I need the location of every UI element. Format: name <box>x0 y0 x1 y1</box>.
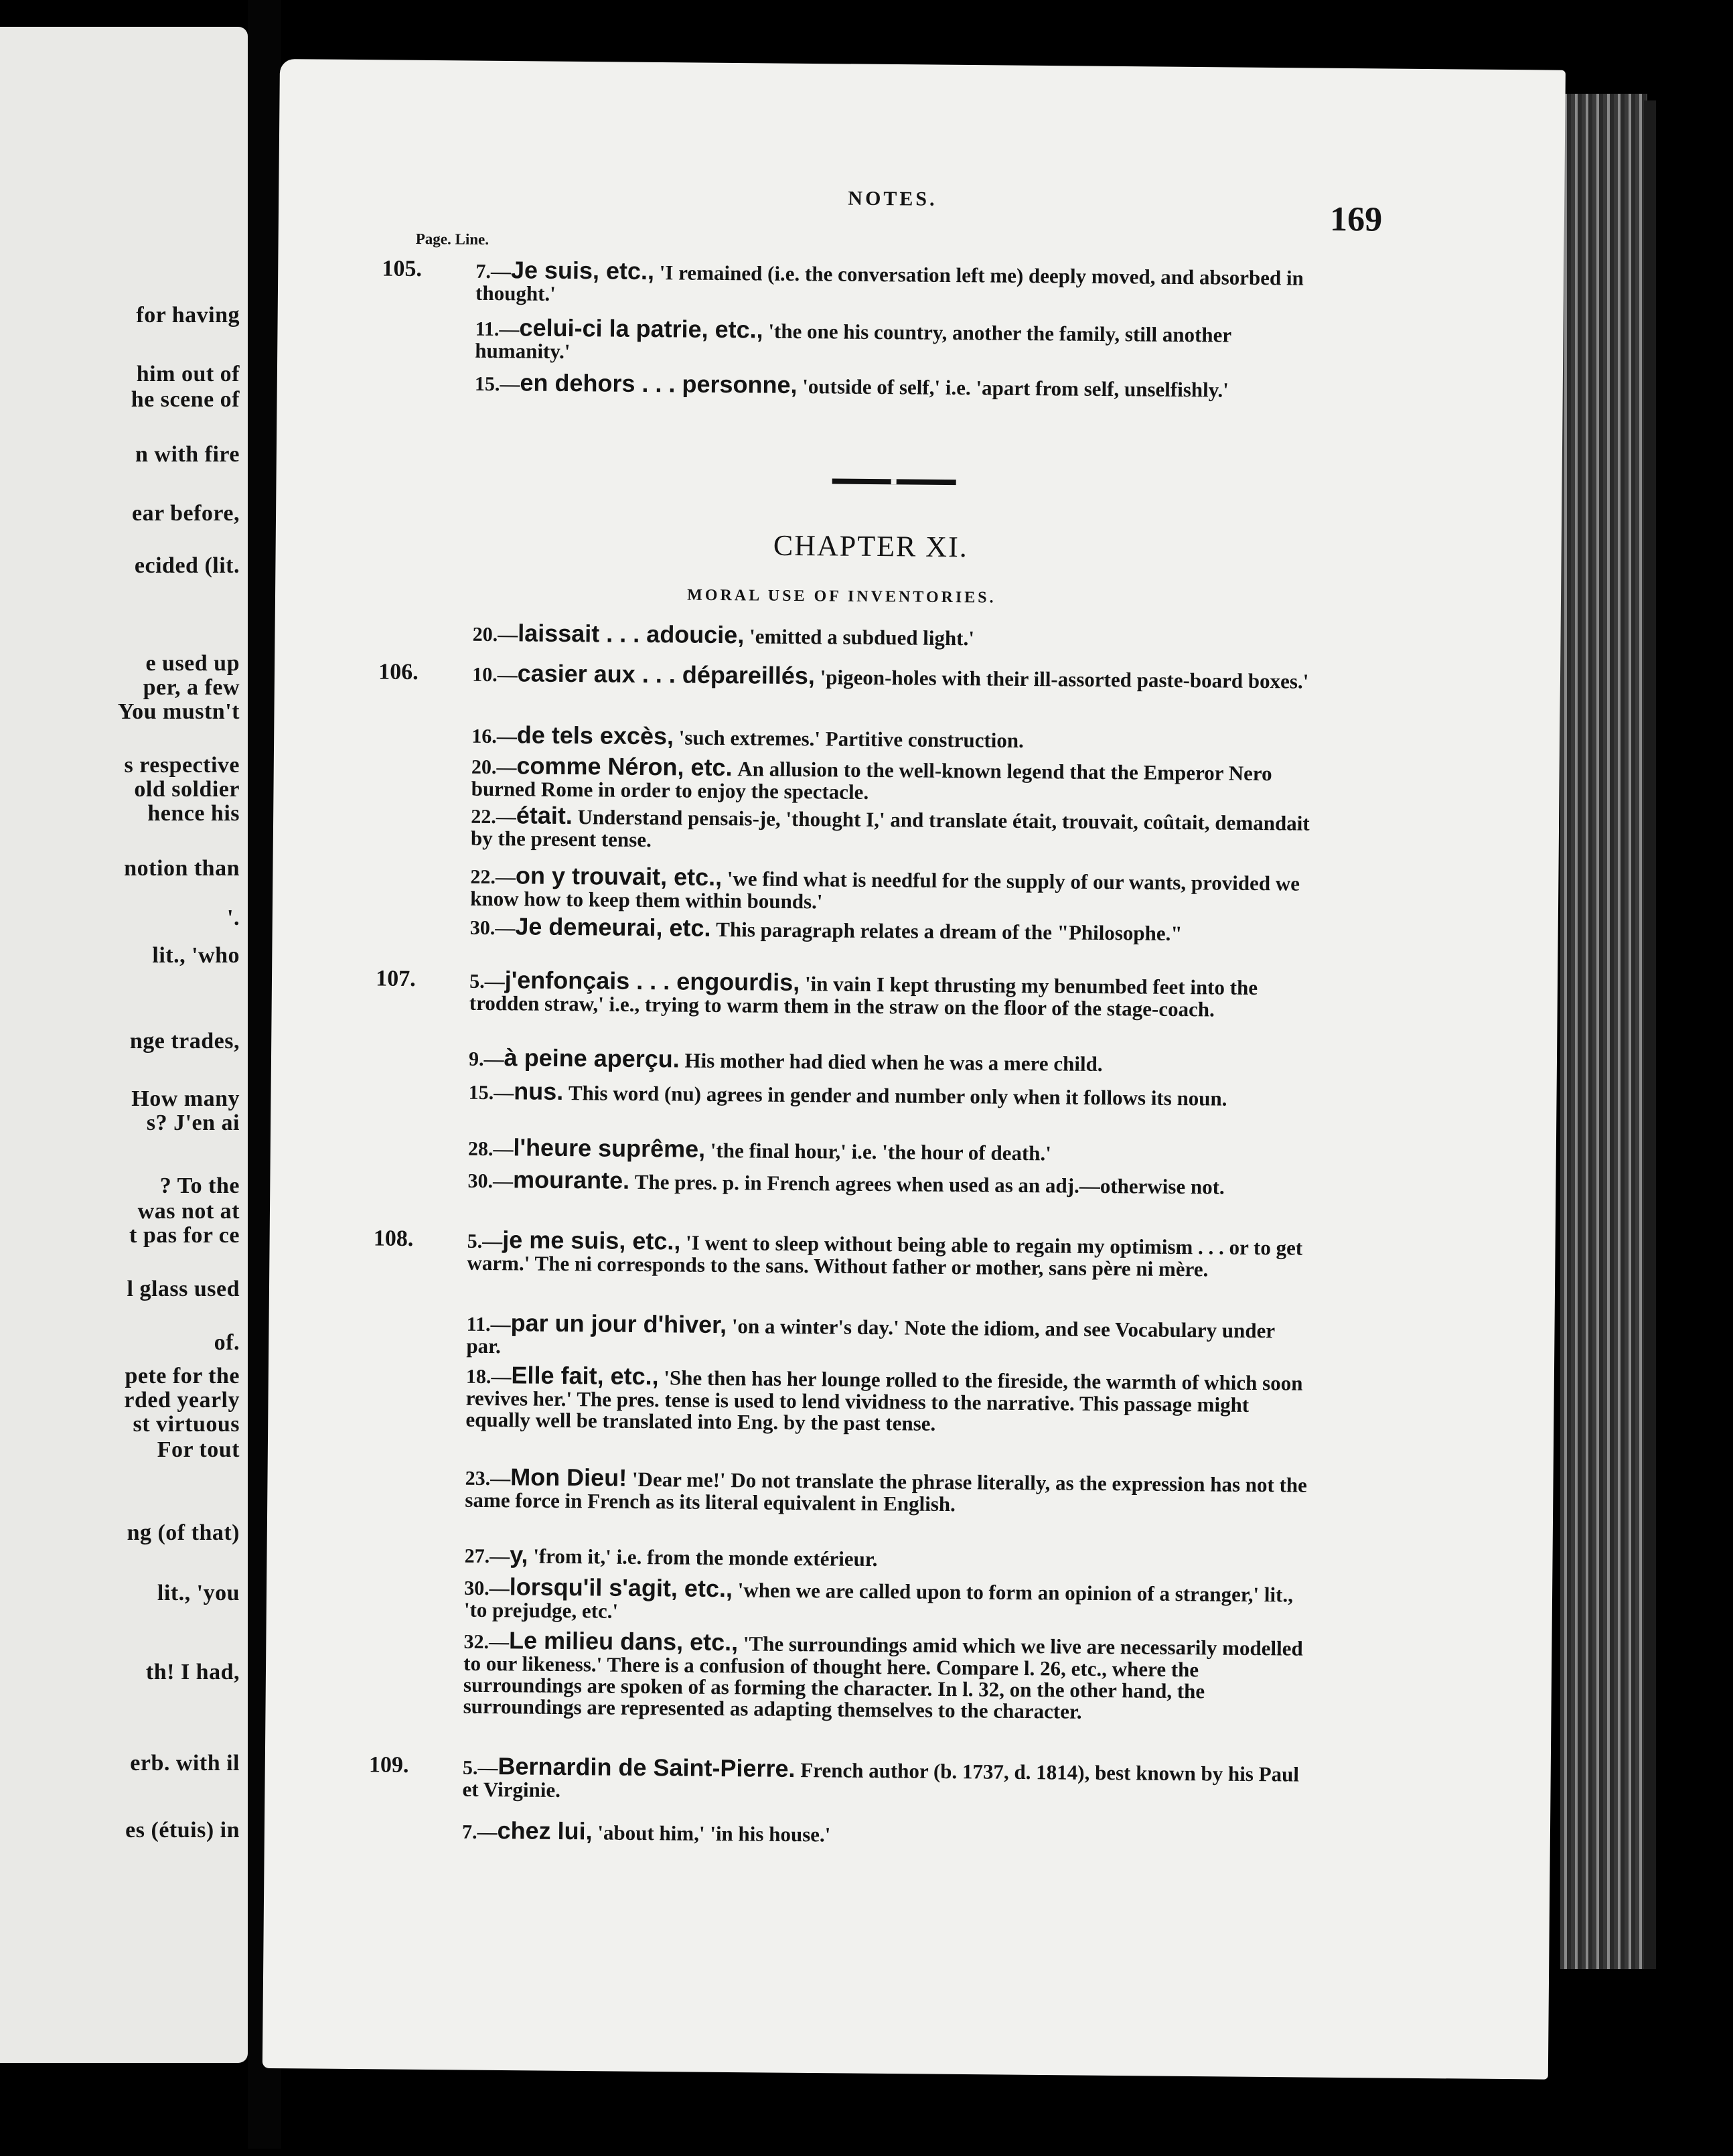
note-term: chez lui, <box>497 1816 593 1845</box>
note-term: celui-ci la patrie, etc., <box>519 313 763 344</box>
note-line-number: 20.— <box>471 756 517 779</box>
note-entry <box>466 1309 1310 1364</box>
facing-page-fragment: ear before, <box>132 501 240 526</box>
note-line-number: 18.— <box>465 1365 512 1388</box>
note-line-number: 30.— <box>467 1169 514 1193</box>
note-gloss: His mother had died when he was a mere child. <box>684 1048 1103 1076</box>
facing-page-fragment: pete for the <box>125 1364 240 1388</box>
chapter-title: CHAPTER XI. <box>773 528 968 564</box>
note-line-number: 22.— <box>471 805 516 829</box>
note-term: Je suis, etc., <box>510 256 655 285</box>
note-page-number: 106. <box>378 659 419 685</box>
facing-page-fragment: rded yearly <box>124 1388 240 1413</box>
note-line-number: 7.— <box>461 1820 498 1844</box>
note-entry <box>463 1626 1308 1725</box>
column-header: Page. Line. <box>415 230 489 248</box>
note-line-number: 5.— <box>469 970 505 993</box>
facing-page-fragment: s? J'en ai <box>146 1110 240 1135</box>
note-gloss: This paragraph relates a dream of the "Philosophe." <box>716 917 1183 946</box>
note-entry <box>461 1816 1306 1851</box>
note-entry <box>471 721 1315 755</box>
note-line-number: 5.— <box>467 1230 503 1253</box>
note-gloss: 'I went to sleep without being able to regain my optimism . . . or to get warm.' The ni corresponds to the sans. Without father or mother, sans père ni mère. <box>467 1230 1303 1281</box>
facing-page-fragment: st virtuous <box>133 1412 240 1437</box>
note-term: lorsqu'il s'agit, etc., <box>509 1573 733 1603</box>
facing-page-fragment: for having <box>136 303 240 328</box>
note-gloss: 'we find what is needful for the supply of our wants, provided we know how to keep them within bounds.' <box>470 867 1300 914</box>
note-entry <box>465 1463 1309 1518</box>
note-entry <box>467 1165 1311 1200</box>
note-gloss: 'such extremes.' Partitive construction. <box>678 725 1025 752</box>
note-entry <box>469 966 1314 1021</box>
facing-page-fragment: notion than <box>124 856 240 881</box>
facing-page-fragment: th! I had, <box>145 1660 240 1684</box>
note-term: à peine aperçu. <box>504 1044 680 1073</box>
note-entry <box>467 1133 1312 1167</box>
note-line-number: 10.— <box>472 663 518 687</box>
note-entry <box>471 751 1316 807</box>
facing-page-fragment: him out of <box>136 362 240 386</box>
note-term: j'enfonçais . . . engourdis, <box>504 966 800 997</box>
note-line-number: 15.— <box>468 1081 514 1104</box>
facing-page-fragment: es (étuis) in <box>125 1818 240 1843</box>
note-gloss: 'on a winter's day.' Note the idiom, and see Vocabulary under par. <box>466 1314 1275 1358</box>
facing-page-fragment: lit., 'you <box>157 1581 240 1605</box>
note-gloss: 'I remained (i.e. the conversation left me) deeply moved, and absorbed in thought.' <box>475 261 1304 305</box>
facing-page-fragment: he scene of <box>131 387 240 412</box>
note-line-number: 5.— <box>462 1756 498 1780</box>
facing-page-fragment: For tout <box>157 1437 240 1462</box>
note-entry <box>468 1044 1312 1078</box>
note-term: laissait . . . adoucie, <box>518 619 745 649</box>
note-term: je me suis, etc., <box>502 1226 681 1255</box>
note-term: Le milieu dans, etc., <box>508 1626 739 1656</box>
facing-page-fragment: l glass used <box>127 1277 240 1301</box>
note-entry <box>469 912 1314 946</box>
section-rule-gap <box>891 479 897 484</box>
note-term: l'heure suprême, <box>513 1133 706 1163</box>
note-line-number: 11.— <box>466 1313 511 1336</box>
note-entry <box>474 368 1318 403</box>
note-gloss: 'Dear me!' Do not translate the phrase literally, as the expression has not the same force in French as its literal equivalent in English. <box>465 1467 1308 1516</box>
note-entry <box>465 1361 1310 1438</box>
note-gloss: 'from it,' i.e. from the monde extérieur. <box>533 1544 878 1571</box>
note-entry <box>467 1226 1311 1281</box>
facing-page-fragment: erb. with il <box>130 1751 240 1776</box>
facing-page-fragment: lit., 'who <box>152 943 240 968</box>
facing-page-fragment: of. <box>214 1330 240 1355</box>
note-line-number: 32.— <box>463 1630 510 1654</box>
facing-page-fragment: ? To the <box>159 1173 240 1198</box>
note-term: nus. <box>514 1077 564 1105</box>
facing-page-fragment: e used up <box>145 651 240 676</box>
note-term: y, <box>510 1540 528 1569</box>
note-gloss: French author (b. 1737, d. 1814), best known by his Paul et Virginie. <box>462 1758 1300 1802</box>
facing-page-fragment: was not at <box>137 1199 240 1224</box>
note-term: comme Néron, etc. <box>516 751 733 782</box>
facing-page-fragment: nge trades, <box>129 1029 240 1054</box>
note-entry <box>468 1077 1312 1111</box>
facing-page-fragment: old soldier <box>134 777 240 802</box>
note-term: Mon Dieu! <box>510 1463 627 1492</box>
note-entry <box>462 1752 1306 1808</box>
note-page-number: 105. <box>382 256 423 282</box>
facing-page-fragment: ecided (lit. <box>134 553 240 578</box>
note-term: Je demeurai, etc. <box>515 912 711 942</box>
note-page-number: 107. <box>376 966 416 992</box>
note-gloss: 'about him,' 'in his house.' <box>597 1820 831 1847</box>
chapter-subtitle: MORAL USE OF INVENTORIES. <box>687 586 996 607</box>
facing-page-fragment: n with fire <box>135 442 240 467</box>
note-term: par un jour d'hiver, <box>510 1309 727 1339</box>
note-line-number: 7.— <box>475 260 512 283</box>
note-gloss: 'emitted a subdued light.' <box>749 624 975 650</box>
note-term: de tels excès, <box>516 721 674 750</box>
note-entry <box>470 861 1314 917</box>
note-term: en dehors . . . personne, <box>520 368 798 399</box>
facing-page-fragment: You mustn't <box>117 699 240 724</box>
note-gloss: This word (nu) agrees in gender and number only when it follows its noun. <box>568 1081 1227 1110</box>
note-term: Elle fait, etc., <box>511 1361 659 1390</box>
note-line-number: 22.— <box>470 865 516 889</box>
note-line-number: 15.— <box>474 372 520 396</box>
note-gloss: 'the final hour,' i.e. 'the hour of death.' <box>710 1138 1052 1165</box>
note-gloss: 'She then has her lounge rolled to the fireside, the warmth of which soon revives her.' The pres. tense is used to lend vividness to the narrative. This passage might equally well be translated into Eng. by the past tense. <box>465 1366 1303 1435</box>
note-entry <box>470 801 1315 857</box>
note-gloss: 'pigeon-holes with their ill-assorted paste-board boxes.' <box>820 665 1309 693</box>
note-page-number: 108. <box>373 1226 414 1252</box>
note-gloss: 'outside of self,' i.e. 'apart from self, unselfishly.' <box>802 374 1229 402</box>
note-gloss: Understand pensais-je, 'thought I,' and translate était, trouvait, coûtait, demandait by the present tense. <box>470 805 1310 852</box>
note-gloss: 'the one his country, another the family, still another humanity.' <box>475 319 1231 364</box>
note-gloss: An allusion to the well-known legend that the Emperor Nero burned Rome in order to enjoy the spectacle. <box>471 757 1272 804</box>
note-entry <box>463 1573 1308 1628</box>
facing-page-fragment: hence his <box>147 801 240 826</box>
note-entry <box>475 256 1320 311</box>
note-line-number: 9.— <box>468 1048 504 1071</box>
note-term: mourante. <box>512 1165 630 1194</box>
note-line-number: 30.— <box>469 916 516 940</box>
facing-page-fragment: s respective <box>124 753 240 778</box>
facing-page-fragment: per, a few <box>143 675 240 700</box>
note-term: on y trouvait, etc., <box>515 861 723 891</box>
note-line-number: 27.— <box>464 1544 510 1568</box>
note-term: était. <box>516 801 573 830</box>
note-line-number: 16.— <box>471 725 517 748</box>
facing-page-fragment: t pas for ce <box>129 1223 240 1248</box>
note-gloss: The pres. p. in French agrees when used as an adj.—otherwise not. <box>634 1169 1225 1199</box>
note-term: Bernardin de Saint-Pierre. <box>498 1752 796 1783</box>
note-line-number: 11.— <box>475 317 520 341</box>
note-gloss: 'The surroundings amid which we live are necessarily modelled to our likeness.' There is a confusion of thought here. Compare l. 26, etc., where the surroundings are spoken of as forming the character. In l. 32, on the other hand, the surroundings are represented as adapting themselves to the character. <box>463 1632 1303 1723</box>
note-gloss: 'in vain I kept thrusting my benumbed feet into the trodden straw,' i.e., trying to warm them in the straw on the floor of the stage-coach. <box>469 972 1258 1021</box>
page-number: 169 <box>1329 200 1383 239</box>
note-line-number: 20.— <box>472 623 518 646</box>
note-gloss: 'when we are called upon to form an opinion of a stranger,' lit., 'to prejudge, etc.' <box>463 1578 1294 1623</box>
note-page-number: 109. <box>368 1752 409 1778</box>
note-entry <box>472 659 1316 693</box>
note-entry <box>464 1540 1308 1575</box>
facing-page-fragment: '. <box>227 906 240 930</box>
note-entry <box>475 313 1319 369</box>
note-line-number: 23.— <box>465 1467 511 1490</box>
note-entry <box>472 619 1316 653</box>
running-title: NOTES. <box>848 187 937 210</box>
note-line-number: 30.— <box>464 1577 510 1600</box>
note-line-number: 28.— <box>467 1137 514 1161</box>
note-term: casier aux . . . dépareillés, <box>517 659 816 690</box>
facing-page-fragment: ng (of that) <box>127 1520 240 1545</box>
facing-page-fragment: How many <box>131 1086 240 1111</box>
